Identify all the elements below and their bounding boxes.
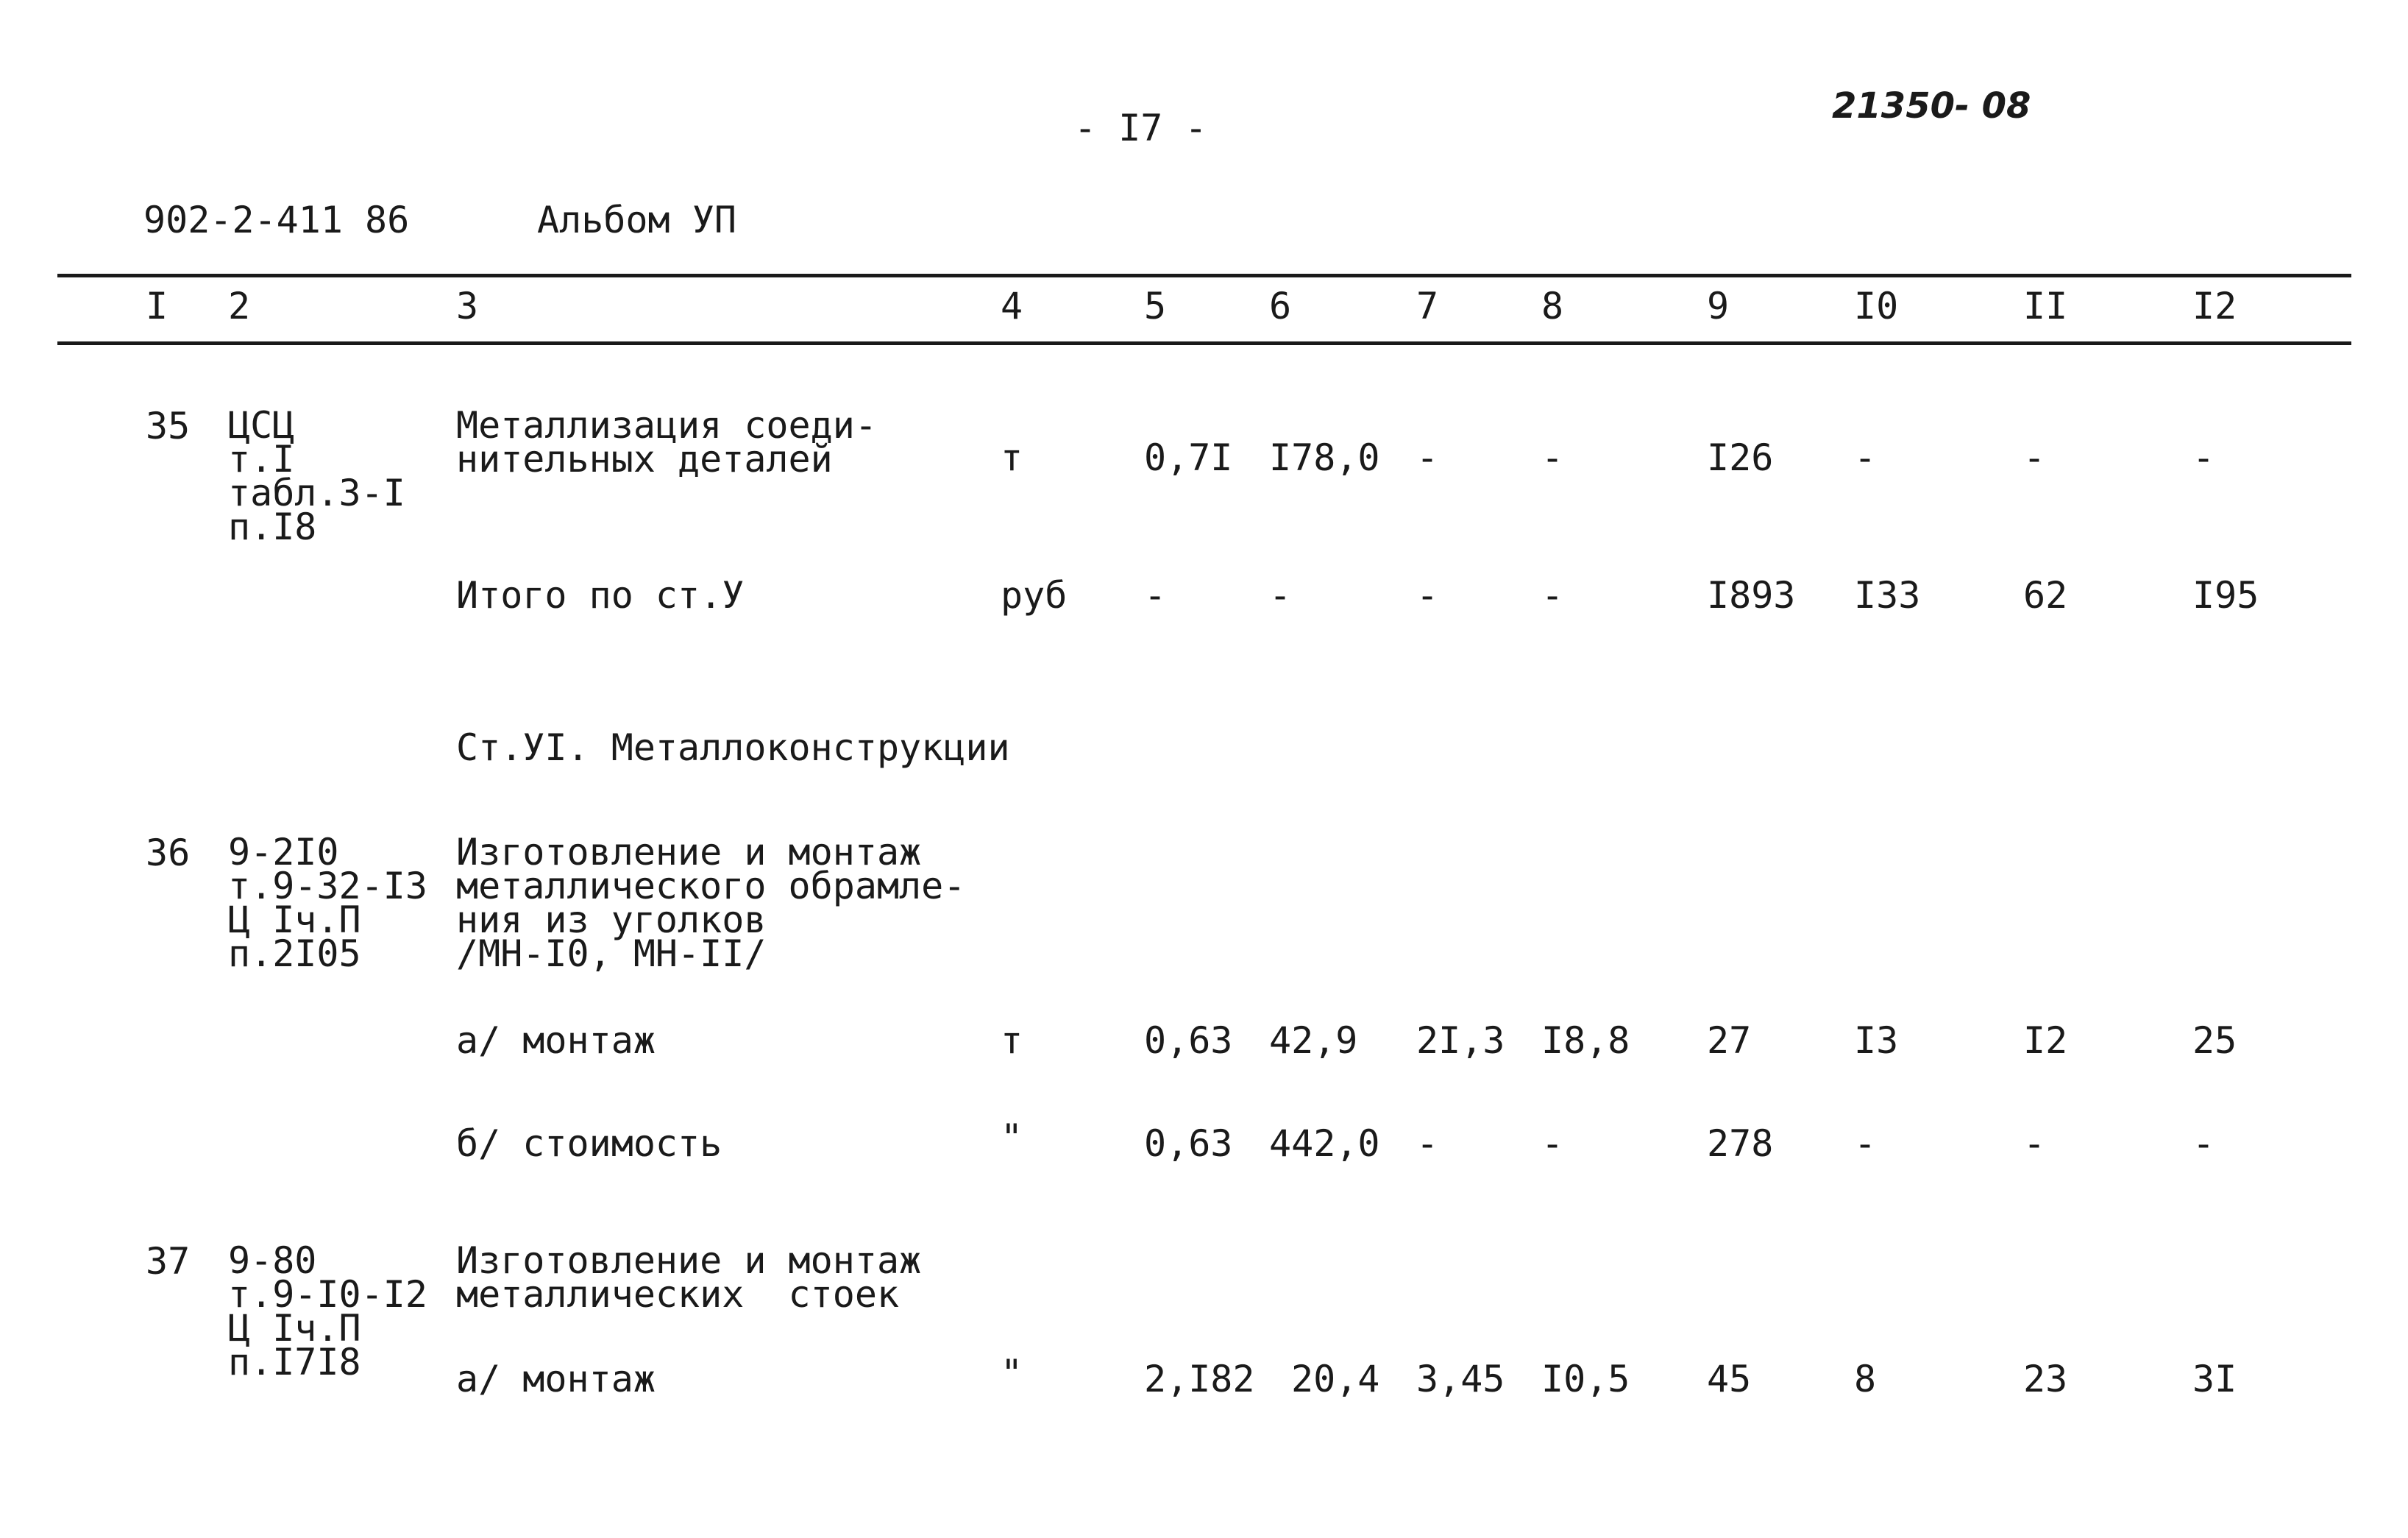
col7-cell: - xyxy=(1416,436,1439,479)
quantity-cell: 0,63 xyxy=(1144,1019,1233,1062)
col10-cell: I33 xyxy=(1854,574,1921,617)
norm-reference: 9-2I0 т.9-32-I3 Ц Iч.П п.2I05 xyxy=(228,831,427,975)
unit-cell: " xyxy=(1001,1116,1023,1159)
sub-item-label: а/ монтаж xyxy=(456,1019,656,1062)
total-cost-cell: 278 xyxy=(1707,1122,1774,1165)
column-header-7: 7 xyxy=(1416,285,1439,327)
col10-cell: - xyxy=(1854,1122,1877,1165)
unit-cost-cell: - xyxy=(1269,574,1292,617)
col12-cell: - xyxy=(2192,1122,2215,1165)
album-label: Альбом УП xyxy=(537,199,736,241)
unit-cost-cell: I78,0 xyxy=(1269,436,1380,479)
col8-cell: - xyxy=(1541,436,1564,479)
column-header-3: 3 xyxy=(456,285,479,327)
col10-cell: - xyxy=(1854,436,1877,479)
col11-cell: - xyxy=(2023,436,2046,479)
work-description: Изготовление и монтаж металлических стоек xyxy=(456,1239,922,1316)
sub-item-label: а/ монтаж xyxy=(456,1358,656,1400)
col8-cell: - xyxy=(1541,574,1564,617)
quantity-cell: 2,I82 xyxy=(1144,1358,1255,1400)
total-cost-cell: I26 xyxy=(1707,436,1774,479)
column-header-4: 4 xyxy=(1001,285,1023,327)
col10-cell: 8 xyxy=(1854,1358,1877,1400)
subtotal-label: Итого по ст.У xyxy=(456,574,745,617)
project-code: 902-2-411 86 xyxy=(143,199,410,241)
section-heading: Ст.УI. Металлоконструкции xyxy=(456,726,1010,769)
col12-cell: 25 xyxy=(2192,1019,2237,1062)
row-number: 36 xyxy=(146,832,191,874)
unit-cost-cell: 442,0 xyxy=(1269,1122,1380,1165)
column-header-10: I0 xyxy=(1854,285,1899,327)
col7-cell: 2I,3 xyxy=(1416,1019,1505,1062)
column-header-1: I xyxy=(146,285,168,327)
column-header-8: 8 xyxy=(1541,285,1564,327)
quantity-cell: 0,63 xyxy=(1144,1122,1233,1165)
row-number: 37 xyxy=(146,1240,191,1283)
unit-cell: т xyxy=(1001,1019,1023,1062)
unit-cell: руб xyxy=(1001,574,1068,617)
total-cost-cell: 27 xyxy=(1707,1019,1752,1062)
column-header-2: 2 xyxy=(228,285,251,327)
col7-cell: - xyxy=(1416,1122,1439,1165)
unit-cost-cell: 20,4 xyxy=(1291,1358,1380,1400)
norm-reference: 9-80 т.9-I0-I2 Ц Iч.П п.I7I8 xyxy=(228,1239,427,1383)
total-cost-cell: I893 xyxy=(1707,574,1796,617)
document-code-handwritten: 21350- 08 xyxy=(1832,85,2031,127)
quantity-cell: 0,7I xyxy=(1144,436,1233,479)
col12-cell: I95 xyxy=(2192,574,2259,617)
col11-cell: I2 xyxy=(2023,1019,2068,1062)
work-description: Изготовление и монтаж металлического обрамле- ния из уголков /МН-I0, МН-II/ xyxy=(456,831,966,975)
col10-cell: I3 xyxy=(1854,1019,1899,1062)
column-header-9: 9 xyxy=(1707,285,1730,327)
col8-cell: - xyxy=(1541,1122,1564,1165)
table-top-rule xyxy=(57,274,2351,277)
sub-item-label: б/ стоимость xyxy=(456,1122,722,1165)
page-number: - I7 - xyxy=(1074,107,1207,149)
column-header-6: 6 xyxy=(1269,285,1292,327)
col12-cell: 3I xyxy=(2192,1358,2237,1400)
total-cost-cell: 45 xyxy=(1707,1358,1752,1400)
unit-cell: т xyxy=(1001,436,1023,479)
col11-cell: - xyxy=(2023,1122,2046,1165)
quantity-cell: - xyxy=(1144,574,1167,617)
col7-cell: 3,45 xyxy=(1416,1358,1505,1400)
table-header-bottom-rule xyxy=(57,341,2351,345)
col8-cell: I0,5 xyxy=(1541,1358,1630,1400)
unit-cost-cell: 42,9 xyxy=(1269,1019,1358,1062)
col11-cell: 62 xyxy=(2023,574,2068,617)
col11-cell: 23 xyxy=(2023,1358,2068,1400)
work-description: Металлизация соеди- нительных деталей xyxy=(456,404,877,481)
column-header-5: 5 xyxy=(1144,285,1167,327)
column-header-11: II xyxy=(2023,285,2068,327)
col7-cell: - xyxy=(1416,574,1439,617)
col12-cell: - xyxy=(2192,436,2215,479)
norm-reference: ЦСЦ т.I табл.3-I п.I8 xyxy=(228,404,405,548)
unit-cell: " xyxy=(1001,1352,1023,1395)
row-number: 35 xyxy=(146,405,191,447)
column-header-12: I2 xyxy=(2192,285,2237,327)
col8-cell: I8,8 xyxy=(1541,1019,1630,1062)
